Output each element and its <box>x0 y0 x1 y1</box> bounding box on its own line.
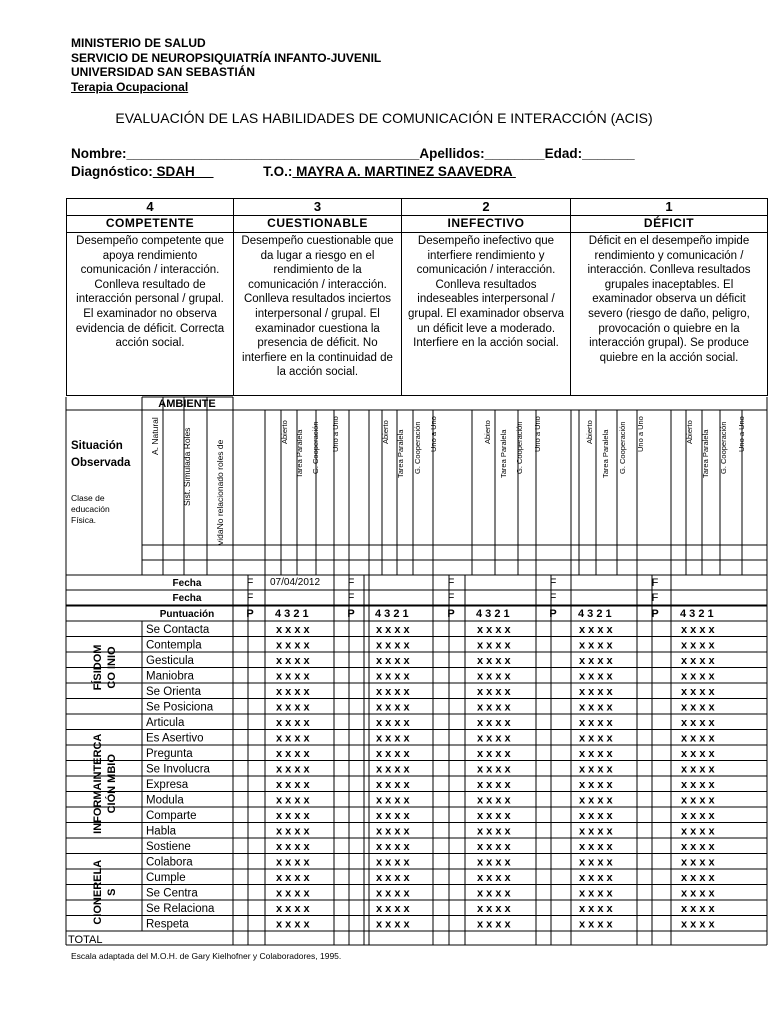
score-marks: x x x x <box>681 841 715 853</box>
score-marks: x x x x <box>276 825 310 838</box>
score-marks: x x x x <box>477 732 511 745</box>
group-column-label: Abierto <box>280 420 289 444</box>
puntuacion-p-marker: P <box>651 608 659 620</box>
score-scale-header: 4 3 2 1 <box>275 608 309 620</box>
score-marks: x x x x <box>477 748 511 760</box>
score-marks: x x x x <box>477 701 511 714</box>
fecha-f-marker: F <box>651 592 659 604</box>
score-marks: x x x x <box>376 810 410 822</box>
fecha-label: Fecha <box>172 593 202 604</box>
score-marks: x x x x <box>376 856 410 869</box>
score-marks: x x x x <box>477 903 511 915</box>
fecha-f-marker: F <box>246 577 254 589</box>
header-department: Terapia Ocupacional <box>71 79 189 94</box>
level-description: Desempeño competente que apoya rendimiento comunicación / interacción. Conlleva resultado de interacción personal / grupal. El examinador no observa evidencia de déficit. Correcta acción social. <box>66 232 234 396</box>
group-column-label: Tarea Paralela <box>295 429 304 478</box>
score-scale-header: 4 3 2 1 <box>476 608 510 620</box>
score-marks: x x x x <box>477 670 511 683</box>
score-marks: x x x x <box>376 779 410 791</box>
clase-label: educación <box>71 504 110 514</box>
item-label: Expresa <box>146 779 189 791</box>
item-label: Articula <box>146 717 185 729</box>
nombre-line[interactable]: Nombre:_______________________________________Apellidos:________Edad:_______ <box>71 146 635 161</box>
score-marks: x x x x <box>376 903 410 915</box>
total-label: TOTAL <box>68 934 103 946</box>
group-label: CIÓN MBIO <box>106 754 118 814</box>
diagnostico-line <box>71 164 516 179</box>
score-marks: x x x x <box>681 701 715 714</box>
group-label: S <box>106 888 118 896</box>
header-ministry: MINISTERIO DE SALUD <box>71 36 206 50</box>
score-scale-header: 4 3 2 1 <box>578 608 612 620</box>
item-label: Maniobra <box>146 670 194 683</box>
score-marks: x x x x <box>579 810 613 822</box>
score-marks: x x x x <box>579 825 613 838</box>
score-marks: x x x x <box>477 887 511 900</box>
score-marks: x x x x <box>681 779 715 791</box>
score-marks: x x x x <box>376 918 410 931</box>
score-marks: x x x x <box>579 794 613 807</box>
score-marks: x x x x <box>276 856 310 869</box>
score-marks: x x x x <box>681 670 715 683</box>
group-column-label: Tarea Paralela <box>601 429 610 478</box>
level-number: 4 <box>66 198 234 216</box>
score-marks: x x x x <box>681 903 715 915</box>
item-label: Se Posiciona <box>146 701 214 714</box>
item-label: Comparte <box>146 810 197 822</box>
puntuacion-p-marker: P <box>347 608 355 620</box>
situacion-label: Situación <box>71 440 123 452</box>
score-marks: x x x x <box>276 717 310 729</box>
score-marks: x x x x <box>276 841 310 853</box>
score-marks: x x x x <box>579 655 613 667</box>
item-label: Es Asertivo <box>146 732 204 745</box>
score-marks: x x x x <box>276 655 310 667</box>
score-marks: x x x x <box>276 732 310 745</box>
level-number: 2 <box>401 198 571 216</box>
score-scale-header: 4 3 2 1 <box>375 608 409 620</box>
fecha-f-marker: F <box>549 577 557 589</box>
to-value[interactable]: MAYRA A. MARTINEZ SAAVEDRA <box>292 164 516 179</box>
score-marks: x x x x <box>477 655 511 667</box>
puntuacion-p-marker: P <box>549 608 557 620</box>
score-marks: x x x x <box>681 918 715 931</box>
score-marks: x x x x <box>477 872 511 884</box>
score-marks: x x x x <box>477 717 511 729</box>
score-marks: x x x x <box>477 639 511 652</box>
group-column-label: G. Cooperación <box>719 421 728 474</box>
score-marks: x x x x <box>376 872 410 884</box>
item-label: Respeta <box>146 918 189 931</box>
score-marks: x x x x <box>681 763 715 776</box>
score-marks: x x x x <box>579 701 613 714</box>
score-marks: x x x x <box>477 779 511 791</box>
ambiente-label: AMBIENTE <box>158 398 216 410</box>
group-column-label: Tarea Paralela <box>396 429 405 478</box>
score-marks: x x x x <box>681 655 715 667</box>
score-marks: x x x x <box>579 779 613 791</box>
score-marks: x x x x <box>681 686 715 698</box>
level-name: COMPETENTE <box>66 215 234 233</box>
fecha-f-marker: F <box>447 592 455 604</box>
environment-column-label: vidaNo relacionado roles de <box>215 439 225 545</box>
score-marks: x x x x <box>376 717 410 729</box>
score-marks: x x x x <box>477 825 511 838</box>
score-marks: x x x x <box>276 903 310 915</box>
score-marks: x x x x <box>579 624 613 636</box>
level-description: Desempeño cuestionable que da lugar a riesgo en el rendimiento de la comunicación / interacción. Conlleva resultados inciertos interpersonal / grupal. El examinador cuestiona la presencia de déficit. No interfiere en la continuidad de la acción social. <box>233 232 402 396</box>
score-marks: x x x x <box>276 624 310 636</box>
score-marks: x x x x <box>579 887 613 900</box>
environment-column-label: A. Natural <box>150 417 160 455</box>
level-name: INEFECTIVO <box>401 215 571 233</box>
score-marks: x x x x <box>579 748 613 760</box>
level-name: CUESTIONABLE <box>233 215 402 233</box>
diagnostico-label: Diagnóstico: <box>71 164 153 179</box>
fecha-f-marker: F <box>347 592 355 604</box>
group-column-label: Uno a Uno <box>331 416 340 452</box>
score-marks: x x x x <box>376 639 410 652</box>
item-label: Se Centra <box>146 887 198 900</box>
to-label: T.O.: <box>263 164 293 179</box>
score-marks: x x x x <box>477 763 511 776</box>
level-name: DÉFICIT <box>570 215 768 233</box>
score-marks: x x x x <box>579 903 613 915</box>
fecha-value: 07/04/2012 <box>270 577 321 588</box>
header-service: SERVICIO DE NEUROPSIQUIATRÍA INFANTO-JUVENIL <box>71 50 382 65</box>
group-column-label: Uno a Uno <box>636 416 645 452</box>
group-column-label: Abierto <box>685 420 694 444</box>
header-university: UNIVERSIDAD SAN SEBASTIÁN <box>71 65 256 79</box>
fecha-f-marker: F <box>651 577 659 589</box>
level-number: 3 <box>233 198 402 216</box>
group-column-label: Uno a Uno <box>429 416 438 452</box>
item-label: Se Involucra <box>146 763 210 776</box>
score-marks: x x x x <box>376 624 410 636</box>
item-label: Modula <box>146 794 184 807</box>
score-marks: x x x x <box>681 639 715 652</box>
score-marks: x x x x <box>376 670 410 683</box>
institution-header <box>71 36 381 94</box>
clase-label: Clase de <box>71 493 105 503</box>
item-label: Se Relaciona <box>146 903 215 915</box>
item-label: Se Contacta <box>146 624 210 636</box>
score-marks: x x x x <box>681 810 715 822</box>
score-marks: x x x x <box>579 670 613 683</box>
score-marks: x x x x <box>276 779 310 791</box>
score-marks: x x x x <box>477 841 511 853</box>
score-marks: x x x x <box>477 810 511 822</box>
score-marks: x x x x <box>276 794 310 807</box>
group-column-label: G. Cooperación <box>515 421 524 474</box>
score-marks: x x x x <box>681 856 715 869</box>
group-column-label: Tarea Paralela <box>701 429 710 478</box>
score-marks: x x x x <box>579 841 613 853</box>
group-column-label: Abierto <box>483 420 492 444</box>
score-marks: x x x x <box>681 717 715 729</box>
item-label: Cumple <box>146 872 186 884</box>
group-label: INFORMAINTERCA <box>92 733 104 834</box>
score-marks: x x x x <box>276 670 310 683</box>
score-marks: x x x x <box>681 732 715 745</box>
level-description: Desempeño inefectivo que interfiere rendimiento y comunicación / interacción. Conlleva resultados indeseables interpersonal / grupal. El examinador observa un déficit leve a moderado. Interfiere en la acción social. <box>401 232 571 396</box>
score-marks: x x x x <box>276 887 310 900</box>
fecha-f-marker: F <box>246 592 254 604</box>
item-label: Pregunta <box>146 748 193 760</box>
group-label: CIONERELA <box>92 859 104 925</box>
item-label: Habla <box>146 825 177 838</box>
score-marks: x x x x <box>579 686 613 698</box>
group-column-label: Abierto <box>585 420 594 444</box>
group-column-label: Tarea Paralela <box>499 429 508 478</box>
score-marks: x x x x <box>579 732 613 745</box>
page-title: EVALUACIÓN DE LAS HABILIDADES DE COMUNICACIÓN E INTERACCIÓN (ACIS) <box>115 110 653 126</box>
score-marks: x x x x <box>376 794 410 807</box>
group-column-label: Abierto <box>381 420 390 444</box>
score-marks: x x x x <box>376 763 410 776</box>
score-marks: x x x x <box>579 763 613 776</box>
score-marks: x x x x <box>376 841 410 853</box>
score-marks: x x x x <box>276 701 310 714</box>
score-marks: x x x x <box>376 701 410 714</box>
score-marks: x x x x <box>681 624 715 636</box>
score-marks: x x x x <box>276 686 310 698</box>
puntuacion-p-marker: P <box>447 608 455 620</box>
level-description: Déficit en el desempeño impide rendimiento y comunicación / interacción. Conlleva resultados grupales inaceptables. El examinador observa un déficit severo (riesgo de daño, peligro, provocación o quiebre en la interacción grupal). Se produce quiebre en la acción social. <box>570 232 768 396</box>
score-marks: x x x x <box>276 639 310 652</box>
score-marks: x x x x <box>681 748 715 760</box>
group-label: CO INIO <box>106 646 118 689</box>
score-marks: x x x x <box>477 686 511 698</box>
item-label: Colabora <box>146 856 193 869</box>
score-marks: x x x x <box>681 887 715 900</box>
score-marks: x x x x <box>276 872 310 884</box>
score-marks: x x x x <box>376 825 410 838</box>
score-marks: x x x x <box>276 810 310 822</box>
fecha-f-marker: F <box>549 592 557 604</box>
level-number: 1 <box>570 198 768 216</box>
environment-column-label: Sist. Simulada Roles <box>182 427 192 506</box>
score-marks: x x x x <box>477 624 511 636</box>
score-marks: x x x x <box>276 918 310 931</box>
score-marks: x x x x <box>477 794 511 807</box>
diagnostico-value[interactable]: SDAH <box>152 164 214 179</box>
score-marks: x x x x <box>681 794 715 807</box>
group-column-label: G. Cooperación <box>413 421 422 474</box>
item-label: Contempla <box>146 639 202 652</box>
group-column-label: G. Cooperación <box>618 421 627 474</box>
fecha-f-marker: F <box>347 577 355 589</box>
fecha-label: Fecha <box>172 578 202 589</box>
score-marks: x x x x <box>477 918 511 931</box>
fecha-f-marker: F <box>447 577 455 589</box>
item-label: Sostiene <box>146 841 191 853</box>
puntuacion-p-marker: P <box>246 608 254 620</box>
score-marks: x x x x <box>477 856 511 869</box>
puntuacion-label: Puntuación <box>159 609 215 620</box>
group-label: FÍSIDOM <box>92 644 104 691</box>
score-marks: x x x x <box>579 856 613 869</box>
score-marks: x x x x <box>579 918 613 931</box>
score-marks: x x x x <box>681 825 715 838</box>
score-marks: x x x x <box>376 655 410 667</box>
score-marks: x x x x <box>579 872 613 884</box>
situacion-label: Observada <box>71 457 131 469</box>
group-column-label: Uno a Uno <box>737 416 746 452</box>
score-marks: x x x x <box>376 887 410 900</box>
clase-label: Física. <box>71 515 97 525</box>
score-marks: x x x x <box>376 748 410 760</box>
score-marks: x x x x <box>681 872 715 884</box>
footer-note: Escala adaptada del M.O.H. de Gary Kielhofner y Colaboradores, 1995. <box>71 951 342 961</box>
score-marks: x x x x <box>579 639 613 652</box>
item-label: Gesticula <box>146 655 194 667</box>
score-scale-header: 4 3 2 1 <box>680 608 714 620</box>
score-marks: x x x x <box>579 717 613 729</box>
score-marks: x x x x <box>376 732 410 745</box>
group-column-label: Uno a Uno <box>533 416 542 452</box>
score-marks: x x x x <box>276 763 310 776</box>
group-column-label: G. Cooperación <box>311 421 320 474</box>
score-marks: x x x x <box>376 686 410 698</box>
score-marks: x x x x <box>276 748 310 760</box>
item-label: Se Orienta <box>146 686 201 698</box>
